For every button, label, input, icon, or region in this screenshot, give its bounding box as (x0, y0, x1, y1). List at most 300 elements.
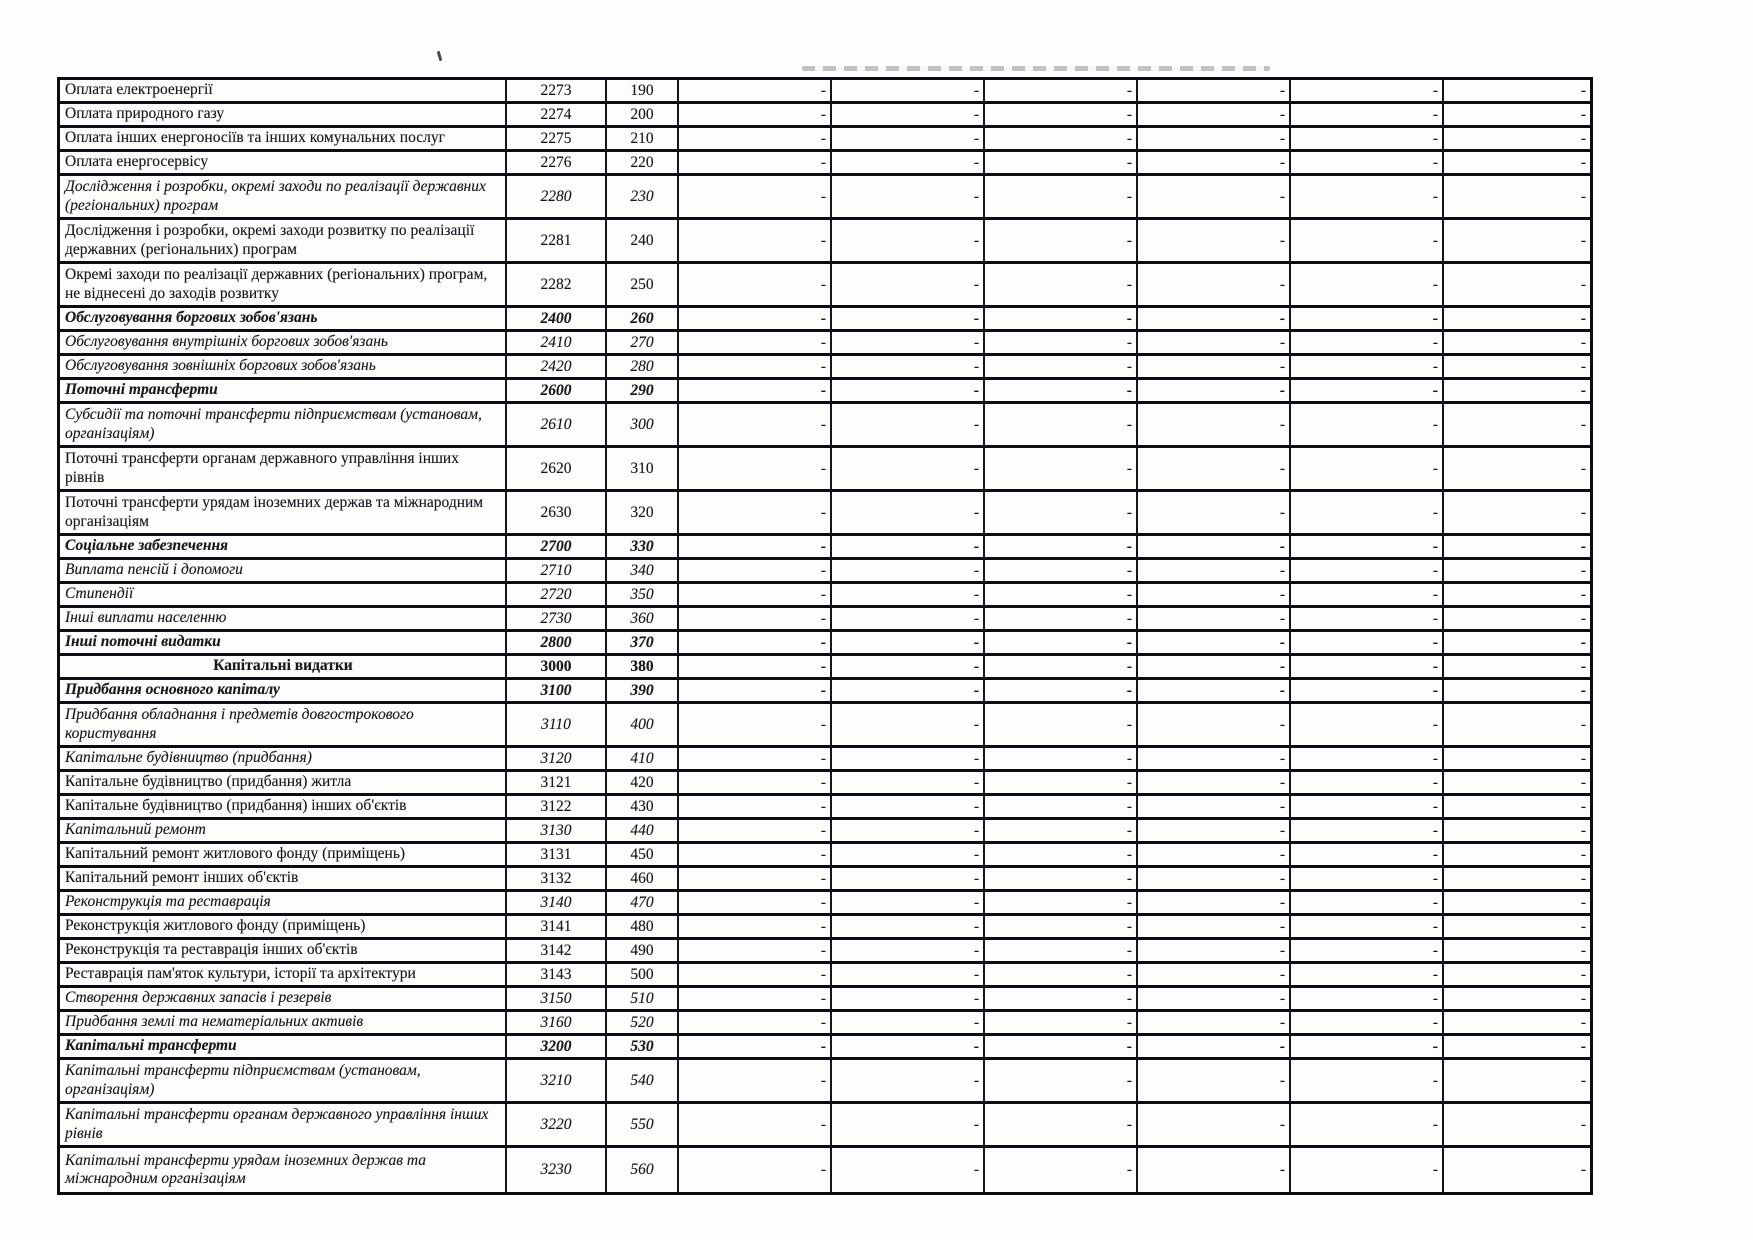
value-cell: - (1289, 940, 1442, 961)
kekv-code: 3100 (505, 680, 605, 701)
value-cell: - (1136, 940, 1289, 961)
value-cell: - (1289, 584, 1442, 605)
expense-name: Реконструкція та реставрація (65, 893, 271, 911)
expense-name: Реставрація пам'яток культури, історії та архітектури (65, 965, 416, 983)
value-cell: - (1136, 868, 1289, 889)
kekv-code: 3121 (505, 772, 605, 793)
value-cell: - (1289, 988, 1442, 1009)
value-cell: - (983, 80, 1136, 101)
expense-name: Інші виплати населенню (65, 609, 227, 627)
table-row (60, 104, 1590, 128)
value-cell: - (1442, 536, 1590, 557)
value-cell: - (1136, 704, 1289, 745)
expense-name: Оплата інших енергоносіїв та інших комунальних послуг (65, 129, 445, 147)
line-number: 560 (605, 1148, 677, 1192)
expense-name: Капітальний ремонт житлового фонду (приміщень) (65, 845, 406, 863)
value-cell: - (677, 940, 830, 961)
value-cell: - (1442, 892, 1590, 913)
value-cell: - (1136, 1012, 1289, 1033)
table-row (60, 868, 1590, 892)
value-cell: - (1442, 560, 1590, 581)
line-number: 500 (605, 964, 677, 985)
value-cell: - (677, 104, 830, 125)
kekv-code: 2800 (505, 632, 605, 653)
line-number: 460 (605, 868, 677, 889)
value-cell: - (983, 356, 1136, 377)
value-cell: - (1289, 264, 1442, 305)
value-cell: - (1136, 1104, 1289, 1145)
value-cell: - (1136, 380, 1289, 401)
expense-name: Створення державних запасів і резервів (65, 989, 332, 1007)
value-cell: - (983, 176, 1136, 217)
line-number: 360 (605, 608, 677, 629)
expense-name: Капітальне будівництво (придбання) (65, 749, 312, 767)
table-row (60, 1104, 1590, 1148)
line-number: 410 (605, 748, 677, 769)
value-cell: - (1289, 1060, 1442, 1101)
value-cell: - (1136, 1036, 1289, 1057)
kekv-code: 2276 (505, 152, 605, 173)
value-cell: - (1136, 584, 1289, 605)
expense-name: Капітальні трансферти органам державного управління інших рівнів (65, 1106, 489, 1142)
expense-name: Оплата енергосервісу (65, 153, 209, 171)
kekv-code: 3160 (505, 1012, 605, 1033)
value-cell: - (1289, 152, 1442, 173)
value-cell: - (1136, 128, 1289, 149)
value-cell: - (1136, 608, 1289, 629)
line-number: 470 (605, 892, 677, 913)
kekv-code: 2410 (505, 332, 605, 353)
table-row (60, 332, 1590, 356)
expense-name: Поточні трансферти урядам іноземних держав та міжнародним організаціям (65, 494, 484, 530)
value-cell: - (1289, 1104, 1442, 1145)
line-number: 540 (605, 1060, 677, 1101)
expense-name: Стипендії (65, 585, 134, 603)
value-cell: - (1442, 448, 1590, 489)
expense-name: Капітальні трансферти підприємствам (установам, організаціям) (65, 1062, 421, 1098)
value-cell: - (983, 152, 1136, 173)
value-cell: - (677, 584, 830, 605)
value-cell: - (1442, 264, 1590, 305)
value-cell: - (1136, 772, 1289, 793)
value-cell: - (1136, 892, 1289, 913)
value-cell: - (983, 704, 1136, 745)
kekv-code: 2400 (505, 308, 605, 329)
expense-name: Реконструкція та реставрація інших об'єктів (65, 941, 358, 959)
value-cell: - (1289, 104, 1442, 125)
value-cell: - (1289, 492, 1442, 533)
value-cell: - (1442, 704, 1590, 745)
value-cell: - (1289, 560, 1442, 581)
line-number: 260 (605, 308, 677, 329)
table-row (60, 892, 1590, 916)
table-row (60, 1148, 1590, 1192)
value-cell: - (677, 176, 830, 217)
value-cell: - (1289, 964, 1442, 985)
value-cell: - (677, 80, 830, 101)
value-cell: - (1136, 152, 1289, 173)
table-row (60, 748, 1590, 772)
kekv-code: 2281 (505, 220, 605, 261)
value-cell: - (677, 448, 830, 489)
value-cell: - (830, 820, 983, 841)
value-cell: - (830, 868, 983, 889)
kekv-code: 2274 (505, 104, 605, 125)
kekv-code: 2730 (505, 608, 605, 629)
table-row (60, 264, 1590, 308)
value-cell: - (677, 988, 830, 1009)
value-cell: - (677, 308, 830, 329)
scan-artifact-streak (802, 66, 1270, 71)
table-row (60, 988, 1590, 1012)
table-row (60, 536, 1590, 560)
value-cell: - (1289, 332, 1442, 353)
line-number: 370 (605, 632, 677, 653)
table-row (60, 128, 1590, 152)
value-cell: - (830, 916, 983, 937)
value-cell: - (1289, 772, 1442, 793)
value-cell: - (983, 1148, 1136, 1192)
expense-name: Капітальне будівництво (придбання) житла (65, 773, 352, 791)
value-cell: - (1442, 988, 1590, 1009)
expense-name: Обслуговування зовнішніх боргових зобов'язань (65, 357, 376, 375)
value-cell: - (1136, 844, 1289, 865)
kekv-code: 3143 (505, 964, 605, 985)
expense-name: Придбання основного капіталу (65, 681, 280, 699)
kekv-code: 3131 (505, 844, 605, 865)
expense-name: Поточні трансферти органам державного управління інших рівнів (65, 450, 459, 486)
expense-name: Дослідження і розробки, окремі заходи по реалізації державних (регіональних) програм (65, 178, 486, 214)
table-row (60, 632, 1590, 656)
kekv-code: 2273 (505, 80, 605, 101)
value-cell: - (983, 868, 1136, 889)
table-row (60, 680, 1590, 704)
kekv-code: 3132 (505, 868, 605, 889)
line-number: 320 (605, 492, 677, 533)
line-number: 220 (605, 152, 677, 173)
value-cell: - (677, 748, 830, 769)
value-cell: - (830, 1148, 983, 1192)
value-cell: - (1442, 1060, 1590, 1101)
value-cell: - (1289, 80, 1442, 101)
kekv-code: 2700 (505, 536, 605, 557)
value-cell: - (1442, 940, 1590, 961)
line-number: 330 (605, 536, 677, 557)
value-cell: - (983, 1036, 1136, 1057)
expense-name: Капітальні трансферти (65, 1037, 237, 1055)
value-cell: - (677, 152, 830, 173)
value-cell: - (677, 1104, 830, 1145)
value-cell: - (1136, 656, 1289, 677)
value-cell: - (830, 308, 983, 329)
value-cell: - (1289, 632, 1442, 653)
value-cell: - (830, 560, 983, 581)
value-cell: - (983, 632, 1136, 653)
line-number: 280 (605, 356, 677, 377)
table-row (60, 1060, 1590, 1104)
expense-name: Капітальний ремонт (65, 821, 206, 839)
table-row (60, 380, 1590, 404)
value-cell: - (830, 492, 983, 533)
value-cell: - (983, 916, 1136, 937)
value-cell: - (1442, 220, 1590, 261)
line-number: 440 (605, 820, 677, 841)
value-cell: - (1136, 536, 1289, 557)
value-cell: - (830, 220, 983, 261)
value-cell: - (830, 1012, 983, 1033)
value-cell: - (1442, 128, 1590, 149)
value-cell: - (1442, 796, 1590, 817)
value-cell: - (1442, 868, 1590, 889)
expense-name: Обслуговування боргових зобов'язань (65, 309, 318, 327)
value-cell: - (830, 772, 983, 793)
line-number: 510 (605, 988, 677, 1009)
value-cell: - (1289, 820, 1442, 841)
line-number: 270 (605, 332, 677, 353)
value-cell: - (830, 536, 983, 557)
value-cell: - (1289, 380, 1442, 401)
kekv-code: 2600 (505, 380, 605, 401)
value-cell: - (1442, 1104, 1590, 1145)
value-cell: - (830, 796, 983, 817)
value-cell: - (677, 1036, 830, 1057)
table-row (60, 704, 1590, 748)
value-cell: - (983, 964, 1136, 985)
value-cell: - (1136, 492, 1289, 533)
expense-name: Виплата пенсій і допомоги (65, 561, 243, 579)
value-cell: - (1136, 632, 1289, 653)
value-cell: - (1136, 916, 1289, 937)
table-row (60, 492, 1590, 536)
value-cell: - (1136, 220, 1289, 261)
table-row (60, 220, 1590, 264)
value-cell: - (1289, 608, 1442, 629)
value-cell: - (1136, 820, 1289, 841)
table-row (60, 608, 1590, 632)
value-cell: - (677, 680, 830, 701)
value-cell: - (983, 560, 1136, 581)
value-cell: - (1136, 988, 1289, 1009)
value-cell: - (677, 356, 830, 377)
value-cell: - (830, 608, 983, 629)
value-cell: - (1442, 356, 1590, 377)
expense-name: Соціальне забезпечення (65, 537, 229, 555)
value-cell: - (1136, 1148, 1289, 1192)
value-cell: - (1442, 152, 1590, 173)
value-cell: - (830, 448, 983, 489)
kekv-code: 3142 (505, 940, 605, 961)
table-row (60, 448, 1590, 492)
kekv-code: 3150 (505, 988, 605, 1009)
kekv-code: 3230 (505, 1148, 605, 1192)
expense-name: Інші поточні видатки (65, 633, 221, 651)
expense-name: Придбання землі та нематеріальних активів (65, 1013, 364, 1031)
line-number: 340 (605, 560, 677, 581)
value-cell: - (983, 940, 1136, 961)
value-cell: - (1442, 844, 1590, 865)
value-cell: - (677, 404, 830, 445)
value-cell: - (983, 680, 1136, 701)
table-row (60, 796, 1590, 820)
value-cell: - (677, 772, 830, 793)
value-cell: - (983, 308, 1136, 329)
value-cell: - (1442, 916, 1590, 937)
value-cell: - (677, 332, 830, 353)
kekv-code: 3000 (505, 656, 605, 677)
value-cell: - (1136, 404, 1289, 445)
expense-name: Капітальне будівництво (придбання) інших об'єктів (65, 797, 407, 815)
expense-name: Поточні трансферти (65, 381, 218, 399)
value-cell: - (983, 820, 1136, 841)
value-cell: - (830, 680, 983, 701)
value-cell: - (1442, 176, 1590, 217)
value-cell: - (983, 796, 1136, 817)
value-cell: - (1442, 772, 1590, 793)
line-number: 430 (605, 796, 677, 817)
value-cell: - (677, 820, 830, 841)
value-cell: - (1289, 892, 1442, 913)
value-cell: - (1289, 680, 1442, 701)
value-cell: - (983, 448, 1136, 489)
value-cell: - (830, 104, 983, 125)
line-number: 240 (605, 220, 677, 261)
value-cell: - (830, 380, 983, 401)
value-cell: - (983, 608, 1136, 629)
line-number: 190 (605, 80, 677, 101)
table-row (60, 560, 1590, 584)
value-cell: - (830, 940, 983, 961)
value-cell: - (1136, 356, 1289, 377)
kekv-code: 3120 (505, 748, 605, 769)
kekv-code: 2280 (505, 176, 605, 217)
table-row (60, 772, 1590, 796)
expense-name: Окремі заходи по реалізації державних (регіональних) програм, не віднесені до заходів розвитку (65, 266, 488, 302)
expense-name: Оплата електроенергії (65, 81, 213, 99)
value-cell: - (677, 632, 830, 653)
value-cell: - (1289, 308, 1442, 329)
line-number: 450 (605, 844, 677, 865)
value-cell: - (830, 80, 983, 101)
value-cell: - (830, 632, 983, 653)
line-number: 380 (605, 656, 677, 677)
value-cell: - (1442, 308, 1590, 329)
value-cell: - (677, 220, 830, 261)
line-number: 390 (605, 680, 677, 701)
value-cell: - (1136, 308, 1289, 329)
value-cell: - (677, 608, 830, 629)
expense-name: Субсидії та поточні трансферти підприємствам (установам, організаціям) (65, 406, 482, 442)
kekv-code: 2420 (505, 356, 605, 377)
value-cell: - (983, 844, 1136, 865)
value-cell: - (1289, 844, 1442, 865)
value-cell: - (1136, 264, 1289, 305)
value-cell: - (1289, 448, 1442, 489)
kekv-code: 2710 (505, 560, 605, 581)
table-row (60, 844, 1590, 868)
value-cell: - (677, 844, 830, 865)
value-cell: - (1442, 80, 1590, 101)
value-cell: - (1289, 916, 1442, 937)
expense-name: Дослідження і розробки, окремі заходи розвитку по реалізації державних (регіональних) програм (65, 222, 475, 258)
value-cell: - (1136, 748, 1289, 769)
value-cell: - (830, 584, 983, 605)
value-cell: - (1442, 608, 1590, 629)
line-number: 420 (605, 772, 677, 793)
value-cell: - (983, 1104, 1136, 1145)
line-number: 480 (605, 916, 677, 937)
value-cell: - (1442, 748, 1590, 769)
value-cell: - (1289, 704, 1442, 745)
value-cell: - (1136, 448, 1289, 489)
value-cell: - (983, 264, 1136, 305)
expense-name: Реконструкція житлового фонду (приміщень) (65, 917, 366, 935)
value-cell: - (830, 404, 983, 445)
table-row (60, 940, 1590, 964)
kekv-code: 2282 (505, 264, 605, 305)
value-cell: - (677, 380, 830, 401)
expense-name: Придбання обладнання і предметів довгострокового користування (65, 706, 414, 742)
line-number: 490 (605, 940, 677, 961)
value-cell: - (1136, 176, 1289, 217)
value-cell: - (830, 988, 983, 1009)
line-number: 400 (605, 704, 677, 745)
value-cell: - (830, 704, 983, 745)
kekv-code: 3210 (505, 1060, 605, 1101)
kekv-code: 2275 (505, 128, 605, 149)
kekv-code: 2620 (505, 448, 605, 489)
value-cell: - (1442, 632, 1590, 653)
value-cell: - (1136, 964, 1289, 985)
value-cell: - (1442, 380, 1590, 401)
value-cell: - (1442, 820, 1590, 841)
value-cell: - (1442, 680, 1590, 701)
value-cell: - (983, 892, 1136, 913)
table-row (60, 152, 1590, 176)
value-cell: - (1442, 1012, 1590, 1033)
value-cell: - (983, 1060, 1136, 1101)
value-cell: - (1136, 560, 1289, 581)
value-cell: - (677, 1148, 830, 1192)
value-cell: - (677, 560, 830, 581)
value-cell: - (1289, 1036, 1442, 1057)
value-cell: - (830, 128, 983, 149)
table-row (60, 964, 1590, 988)
value-cell: - (1289, 868, 1442, 889)
value-cell: - (983, 584, 1136, 605)
table-row (60, 176, 1590, 220)
expense-name: Капітальний ремонт інших об'єктів (65, 869, 299, 887)
line-number: 310 (605, 448, 677, 489)
line-number: 250 (605, 264, 677, 305)
value-cell: - (983, 748, 1136, 769)
value-cell: - (1289, 748, 1442, 769)
line-number: 200 (605, 104, 677, 125)
value-cell: - (677, 892, 830, 913)
value-cell: - (983, 1012, 1136, 1033)
value-cell: - (983, 404, 1136, 445)
value-cell: - (830, 1104, 983, 1145)
value-cell: - (677, 128, 830, 149)
value-cell: - (677, 264, 830, 305)
line-number: 520 (605, 1012, 677, 1033)
value-cell: - (677, 1012, 830, 1033)
value-cell: - (1442, 1148, 1590, 1192)
line-number: 550 (605, 1104, 677, 1145)
value-cell: - (1442, 492, 1590, 533)
kekv-code: 3122 (505, 796, 605, 817)
table-row (60, 820, 1590, 844)
value-cell: - (830, 332, 983, 353)
